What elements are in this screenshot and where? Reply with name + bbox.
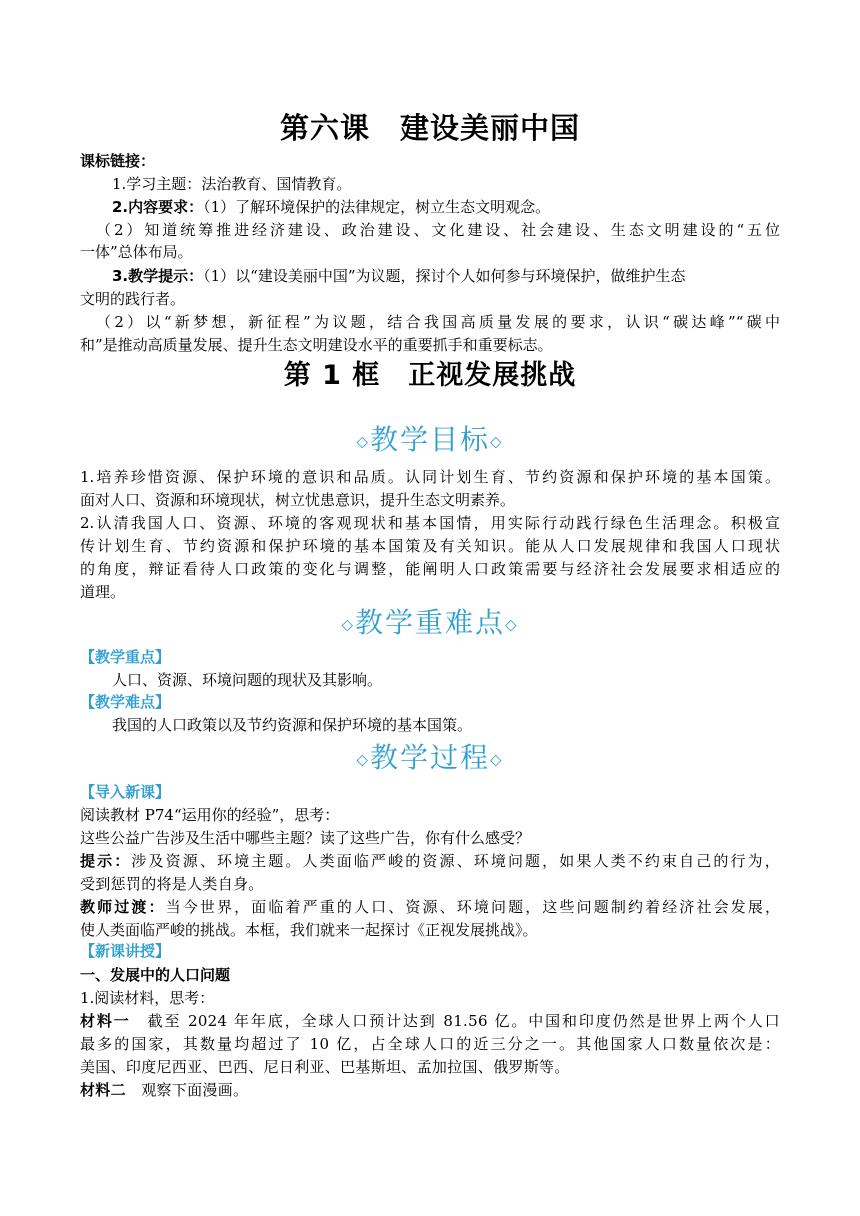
- standard-item-1: [112, 174, 780, 194]
- standard-item-2: [112, 197, 780, 217]
- diamond-icon: ◇: [490, 432, 504, 451]
- material1-line2: 最多的国家，其数量均超过了 10 亿，占全球人口的近三分之一。其他国家人口数量依次是：: [80, 1035, 780, 1053]
- material1-line1: [80, 1011, 780, 1031]
- diamond-icon: ◇: [505, 615, 519, 634]
- goal-2-line4: 道理。: [80, 583, 126, 601]
- material2-text: 观察下面漫画。: [141, 1081, 249, 1099]
- section-keypoints-title: 教学重难点: [354, 606, 505, 639]
- item2-label: 2.内容要求：: [112, 198, 204, 216]
- material1-line3: 美国、印度尼西亚、巴西、尼日利亚、巴基斯坦、孟加拉国、俄罗斯等。: [80, 1058, 570, 1076]
- material1-text-1: 截至 2024 年年底，全球人口预计达到 81.56 亿。中国和印度仍然是世界上两个人口: [147, 1012, 780, 1030]
- diamond-icon: ◇: [356, 750, 370, 769]
- material2-label: 材料二: [80, 1081, 126, 1099]
- focus-text: 人口、资源、环境问题的现状及其影响。: [112, 671, 383, 689]
- material1-label: 材料一: [80, 1012, 131, 1030]
- standard-item-3: [112, 266, 780, 286]
- section-process-heading: [0, 738, 860, 780]
- intro-tag: 【导入新课】: [80, 783, 171, 801]
- focus-tag: 【教学重点】: [80, 648, 171, 666]
- intro-line1: 阅读教材 P74“运用你的经验”，思考：: [80, 806, 340, 824]
- standard-link-heading: 课标链接：: [80, 152, 156, 170]
- goal-2-line1: 2.认清我国人口、资源、环境的客观现状和基本国情，用实际行动践行绿色生活理念。积极宣: [80, 514, 780, 532]
- goal-1-line2: 面对人口、资源和环境现状，树立忧患意识，提升生态文明素养。: [80, 491, 516, 509]
- item1-label: 1.学习主题：: [112, 175, 202, 193]
- goal-1-line1: 1.培养珍惜资源、保护环境的意识和品质。认同计划生育、节约资源和保护环境的基本国策。: [80, 468, 780, 486]
- hint-label: 提示：: [80, 852, 132, 870]
- item2-sub-line1: （2）知道统筹推进经济建设、政治建设、文化建设、社会建设、生态文明建设的“五位: [96, 221, 780, 239]
- transition-line1: [80, 897, 780, 917]
- difficulty-text: 我国的人口政策以及节约资源和保护环境的基本国策。: [112, 716, 473, 734]
- item2-text: （1）了解环境保护的法律规定，树立生态文明观念。: [203, 198, 551, 216]
- item3-line1: （1）以“建设美丽中国”为议题，探讨个人如何参与环境保护，做维护生态: [203, 267, 686, 285]
- item3-line2: 文明的践行者。: [80, 290, 186, 308]
- diamond-icon: ◇: [341, 615, 355, 634]
- transition-text-1: 当今世界，面临着严重的人口、资源、环境问题，这些问题制约着经济社会发展，: [165, 898, 780, 916]
- item2-sub-line2: 一体”总体布局。: [80, 243, 193, 261]
- frame-title: 第 1 框 正视发展挑战: [283, 360, 577, 391]
- hint-line1: [80, 851, 780, 871]
- item3-sub-line2: 和”是推动高质量发展、提升生态文明建设水平的重要抓手和重要标志。: [80, 336, 553, 354]
- section-goals-title: 教学目标: [369, 423, 490, 456]
- lesson-title: 第六课 建设美丽中国: [279, 111, 580, 145]
- goal-2-line2: 传计划生育、节约资源和保护环境的基本国策及有关知识。能从人口发展规律和我国人口现状: [80, 537, 780, 555]
- item1-text: 法治教育、国情教育。: [201, 175, 352, 193]
- hint-line2: 受到惩罚的将是人类自身。: [80, 875, 264, 893]
- item3-sub-line1: （2）以“新梦想，新征程”为议题，结合我国高质量发展的要求，认识“碳达峰”“碳中: [96, 313, 780, 331]
- difficulty-tag: 【教学难点】: [80, 693, 171, 711]
- transition-label: 教师过渡：: [80, 898, 166, 916]
- section-process-title: 教学过程: [369, 741, 490, 774]
- item3-label: 3.教学提示：: [112, 267, 204, 285]
- diamond-icon: ◇: [356, 432, 370, 451]
- section-keypoints-heading: [0, 603, 860, 645]
- goal-2-line3: 的角度，辩证看待人口政策的变化与调整，能阐明人口政策需要与经济社会发展要求相适应的: [80, 560, 780, 578]
- material2-line: [80, 1080, 780, 1100]
- read-prompt: 1.阅读材料，思考：: [80, 989, 215, 1007]
- new-lesson-tag: 【新课讲授】: [80, 942, 171, 960]
- transition-line2: 使人类面临严峻的挑战。本框，我们就来一起探讨《正视发展挑战》。: [80, 921, 538, 939]
- intro-line2: 这些公益广告涉及生活中哪些主题？读了这些广告，你有什么感受？: [80, 829, 531, 847]
- section-goals-heading: [0, 420, 860, 462]
- hint-text-1: 涉及资源、环境主题。人类面临严峻的资源、环境问题，如果人类不约束自己的行为，: [131, 852, 780, 870]
- part1-heading: 一、发展中的人口问题: [80, 966, 231, 984]
- diamond-icon: ◇: [490, 750, 504, 769]
